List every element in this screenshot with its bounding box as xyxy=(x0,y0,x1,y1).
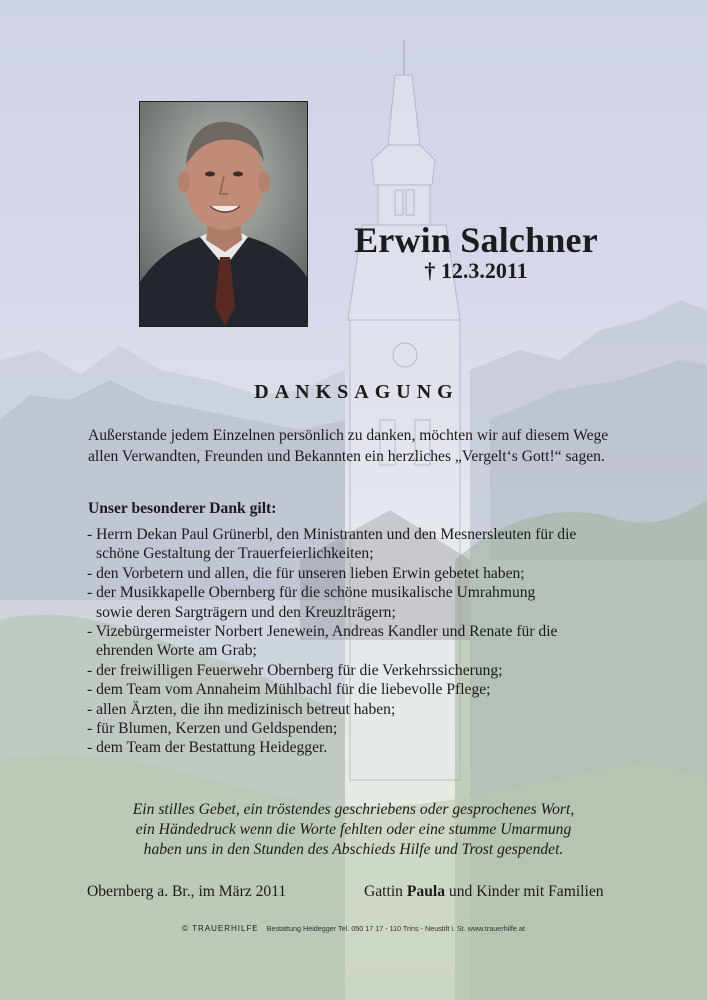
trauerhilfe-logo: © TRAUERHILFE xyxy=(182,924,259,933)
thanks-line: - allen Ärzten, die ihn medizinisch betreut haben; xyxy=(87,700,396,718)
thanks-line: sowie deren Sargträgern und den Kreuzlträgern; xyxy=(96,603,396,621)
thanks-line: - der freiwilligen Feuerwehr Obernberg für die Verkehrssicherung; xyxy=(87,661,503,679)
death-date: † 12.3.2011 xyxy=(424,258,528,283)
thanks-line: - der Musikkapelle Obernberg für die schöne musikalische Umrahmung xyxy=(87,584,536,602)
thanks-line: - dem Team vom Annaheim Mühlbachl für die liebevolle Pflege; xyxy=(87,681,491,699)
signature-name: Paula xyxy=(406,883,446,900)
quote-line: haben uns in den Stunden des Abschieds Hilfe und Trost gespendet. xyxy=(143,841,564,858)
thanks-heading: Unser besonderer Dank gilt: xyxy=(88,500,277,517)
page-heading: DANKSAGUNG xyxy=(254,381,459,403)
footer-text: Bestattung Heidegger Tel. 050 17 17 - 110 Trins - Neustift i. St. www.trauerhilfe.at xyxy=(266,924,525,933)
intro-line: Außerstande jedem Einzelnen persönlich zu danken, möchten wir auf diesem Wege xyxy=(88,427,609,444)
footer xyxy=(0,924,707,933)
intro-text xyxy=(88,425,648,467)
thanks-line: schöne Gestaltung der Trauerfeierlichkeiten; xyxy=(96,545,374,563)
intro-line: allen Verwandten, Freunden und Bekannten ein herzliches „Vergelt‘s Gott!“ sagen. xyxy=(88,448,605,465)
signature xyxy=(364,883,604,901)
portrait-photo xyxy=(139,101,308,327)
quote-line: Ein stilles Gebet, ein tröstendes geschriebens oder gesprochenes Wort, xyxy=(132,801,575,818)
thanks-line: ehrenden Worte am Grab; xyxy=(96,642,257,660)
closing-quote xyxy=(0,800,707,860)
thanks-line: - dem Team der Bestattung Heidegger. xyxy=(87,739,328,757)
thanks-line: - den Vorbetern und allen, die für unseren lieben Erwin gebetet haben; xyxy=(87,564,525,582)
place-date: Obernberg a. Br., im März 2011 xyxy=(87,883,287,900)
signature-prefix: Gattin xyxy=(364,883,403,900)
thanks-line: - Herrn Dekan Paul Grünerbl, den Ministranten und den Mesnersleuten für die xyxy=(87,526,577,543)
thanks-line: - Vizebürgermeister Norbert Jenewein, Andreas Kandler und Renate für die xyxy=(87,623,558,641)
thanks-line: - für Blumen, Kerzen und Geldspenden; xyxy=(87,720,338,738)
signature-suffix: und Kinder mit Familien xyxy=(448,883,604,900)
quote-line: ein Händedruck wenn die Worte fehlten oder eine stumme Umarmung xyxy=(135,821,572,838)
thanks-list xyxy=(87,525,647,758)
deceased-name: Erwin Salchner xyxy=(354,220,598,260)
